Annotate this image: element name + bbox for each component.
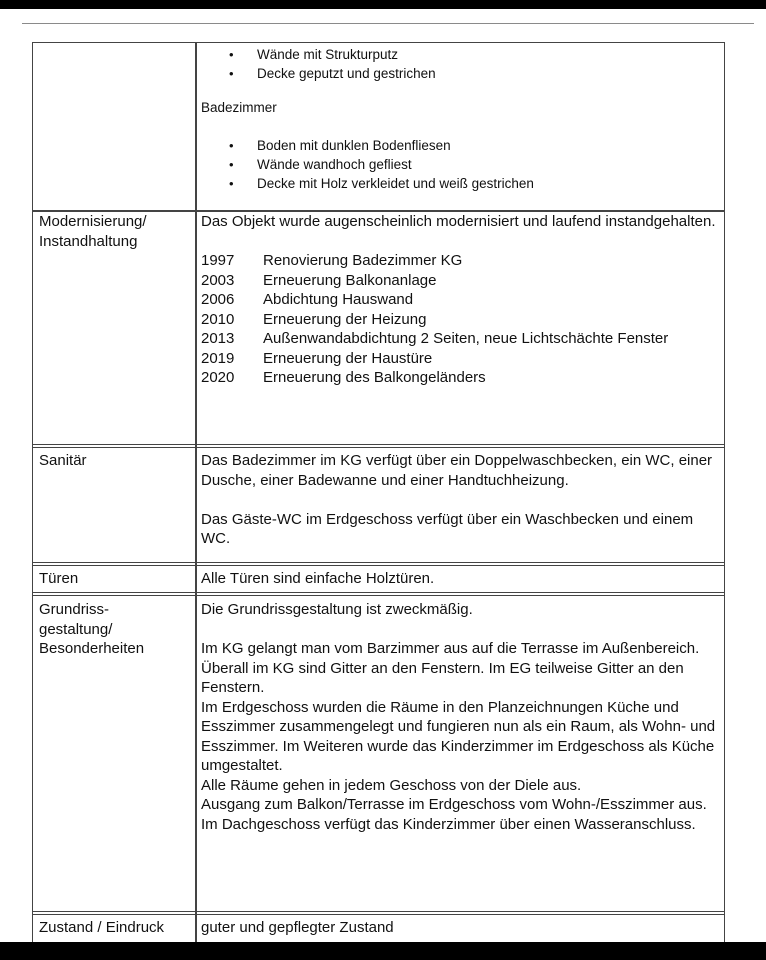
column-divider [195, 43, 197, 942]
list-item: • Wände wandhoch gefliest [201, 155, 723, 174]
timeline-text: Erneuerung der Heizung [263, 310, 427, 328]
timeline-text: Renovierung Badezimmer KG [263, 252, 463, 269]
label-line: Instandhaltung [39, 232, 138, 250]
timeline-item [201, 251, 723, 271]
continuation-cell [201, 45, 723, 193]
timeline-year: 2019 [201, 349, 235, 367]
row-divider [33, 592, 724, 593]
label-line: Grundriss- [39, 601, 110, 618]
grundriss-para: Ausgang zum Balkon/Terrasse im Erdgeschoss vom Wohn-/Esszimmer aus. [201, 796, 707, 813]
list-item: • Boden mit dunklen Bodenfliesen [201, 136, 723, 155]
timeline-text: Erneuerung des Balkongeländers [263, 369, 486, 386]
timeline-text: Abdichtung Hauswand [263, 291, 414, 308]
timeline-year: 2020 [201, 369, 235, 386]
timeline-item [201, 349, 723, 369]
list-item: • Decke mit Holz verkleidet und weiß gestrichen [201, 174, 723, 193]
timeline-item [201, 290, 723, 310]
modernisierung-content [201, 212, 723, 388]
timeline-item [201, 310, 723, 330]
timeline-item [201, 329, 723, 349]
modernisierung-label [39, 212, 189, 251]
grundriss-para: Im KG gelangt man vom Barzimmer aus auf die Terrasse im Außenbereich. Überall im KG sind Gitter an den Fenstern. Im EG teilweise Gitter an den Fenstern. [201, 640, 700, 696]
sanitaer-content [201, 451, 723, 549]
tueren-content: Alle Türen sind einfache Holztüren. [201, 570, 435, 587]
zustand-content: guter und gepflegter Zustand [201, 919, 394, 936]
sanitaer-para: Das Gäste-WC im Erdgeschoss verfügt über ein Waschbecken und einem WC. [201, 510, 694, 547]
wall-ceiling-list [201, 45, 723, 83]
label-line: gestaltung/ [39, 620, 113, 638]
sanitaer-label: Sanitär [39, 452, 87, 469]
timeline-item [201, 271, 723, 291]
row-divider [33, 444, 724, 445]
grundriss-para: Alle Räume gehen in jedem Geschoss von der Diele aus. [201, 776, 582, 794]
timeline-year: 1997 [201, 252, 235, 269]
label-line: Modernisierung/ [39, 213, 147, 230]
header-rule [22, 23, 754, 24]
timeline-text: Außenwandabdichtung 2 Seiten, neue Lichtschächte Fenster [263, 330, 669, 347]
timeline-text: Erneuerung der Haustüre [263, 349, 433, 367]
timeline-year: 2010 [201, 310, 235, 328]
tueren-label: Türen [39, 570, 79, 587]
grundriss-label [39, 600, 189, 659]
list-item: • Wände mit Strukturputz [201, 45, 723, 64]
row-divider [33, 911, 724, 912]
timeline-year: 2013 [201, 330, 235, 347]
bottom-frame-bar [0, 942, 766, 960]
label-line: Besonderheiten [39, 640, 145, 657]
top-frame-bar [0, 0, 766, 9]
zustand-label: Zustand / Eindruck [39, 919, 165, 936]
row-divider [33, 562, 724, 563]
bathroom-list [201, 136, 723, 193]
modernisierung-intro: Das Objekt wurde augenscheinlich modernisiert und laufend instandgehalten. [201, 213, 716, 230]
sanitaer-para: Das Badezimmer im KG verfügt über ein Doppelwaschbecken, ein WC, einer Dusche, einer Badewanne und einer Handtuchheizung. [201, 452, 713, 489]
timeline-year: 2006 [201, 291, 235, 308]
grundriss-intro: Die Grundrissgestaltung ist zweckmäßig. [201, 601, 473, 618]
subheading-badezimmer: Badezimmer [201, 100, 277, 115]
grundriss-content [201, 600, 723, 834]
timeline-text: Erneuerung Balkonanlage [263, 271, 437, 289]
property-table [32, 42, 725, 942]
grundriss-para: Im Dachgeschoss verfügt das Kinderzimmer über einen Wasseranschluss. [201, 815, 696, 833]
list-item: • Decke geputzt und gestrichen [201, 64, 723, 83]
timeline-item [201, 368, 723, 388]
grundriss-para: Im Erdgeschoss wurden die Räume in den Planzeichnungen Küche und Esszimmer zusammengelegt und fungieren nun als ein Raum, als Wohn- und Esszimmer. Im Weiteren wurde das Kinderzimmer im Erdgeschoss als Küche umgestaltet. [201, 698, 716, 774]
timeline-year: 2003 [201, 271, 235, 289]
